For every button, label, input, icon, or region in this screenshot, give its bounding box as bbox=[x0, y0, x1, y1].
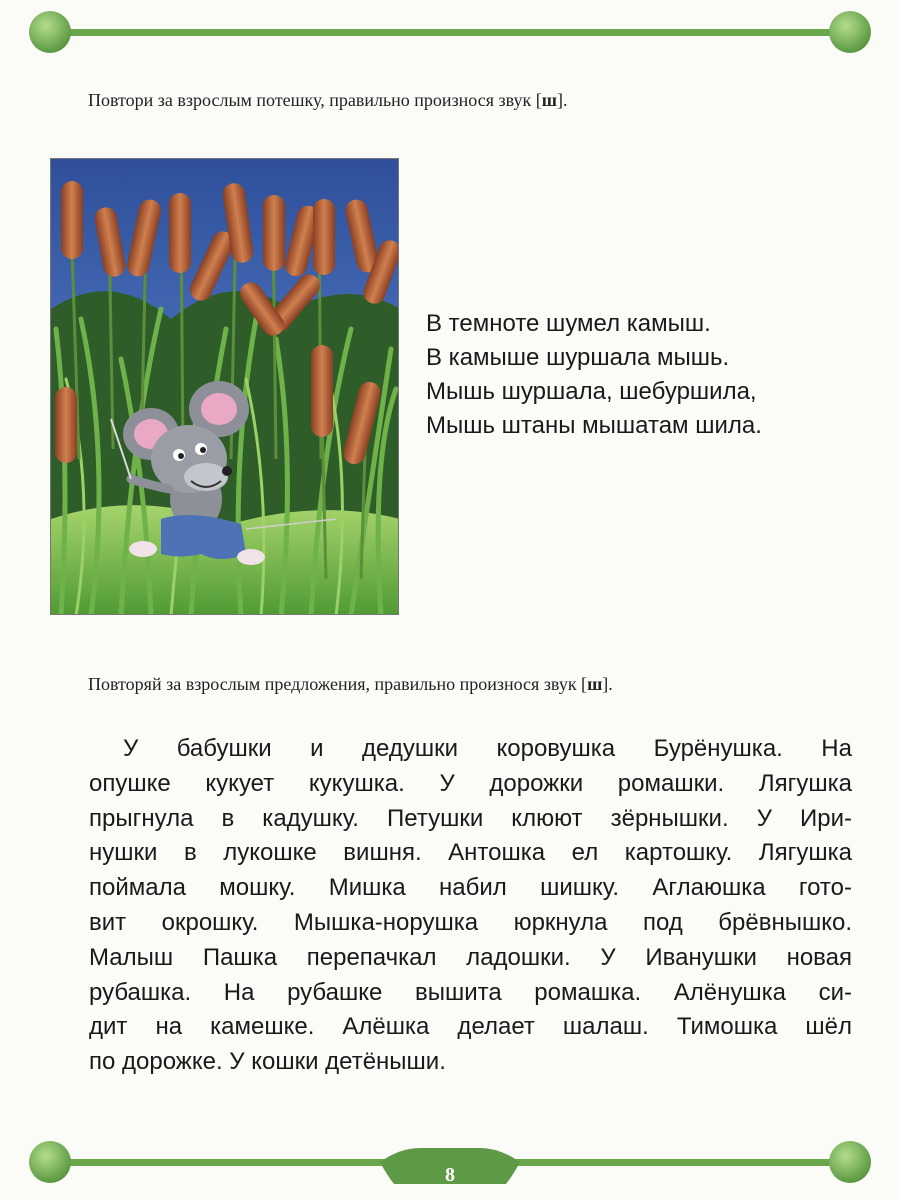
paragraph-line: дит на камешке. Алёшка делает шалаш. Тимошка шёл bbox=[89, 1013, 852, 1041]
paragraph-line: Малыш Пашка перепачкал ладошки. У Иванушки новая bbox=[89, 943, 852, 971]
mouse-reeds-illustration bbox=[50, 158, 399, 615]
poem bbox=[426, 307, 762, 443]
paragraph-line: прыгнула в кадушку. Петушки клюют зёрнышки. У Ири- bbox=[89, 804, 852, 832]
page-number: 8 bbox=[445, 1164, 455, 1186]
paragraph-line: опушке кукует кукушка. У дорожки ромашки. Лягушка bbox=[89, 769, 852, 797]
paragraph-line: У бабушки и дедушки коровушка Бурёнушка. На bbox=[123, 735, 852, 762]
practice-paragraph bbox=[89, 732, 852, 1080]
paragraph-line: поймала мошку. Мишка набил шишку. Аглаюшка гото- bbox=[89, 874, 852, 902]
paragraph-line: по дорожке. У кошки детёныши. bbox=[89, 1048, 446, 1076]
poem-line: Мышь штаны мышатам шила. bbox=[426, 412, 762, 439]
poem-line: В камыше шуршала мышь. bbox=[426, 344, 730, 371]
instruction-2: Повторяй за взрослым предложения, правильно произнося звук [ш]. bbox=[88, 674, 613, 694]
poem-line: Мышь шуршала, шебуршила, bbox=[426, 378, 757, 405]
paragraph-line: вит окрошку. Мышка-норушка юркнула под брёвнышко. bbox=[89, 908, 852, 936]
top-border-bar bbox=[28, 10, 872, 54]
paragraph-line: нушки в лукошке вишня. Антошка ел картошку. Лягушка bbox=[89, 839, 852, 867]
instruction-1: Повтори за взрослым потешку, правильно произнося звук [ш]. bbox=[88, 90, 568, 110]
paragraph-line: рубашка. На рубашке вышита ромашка. Алёнушка си- bbox=[89, 978, 852, 1006]
poem-line: В темноте шумел камыш. bbox=[426, 310, 711, 337]
